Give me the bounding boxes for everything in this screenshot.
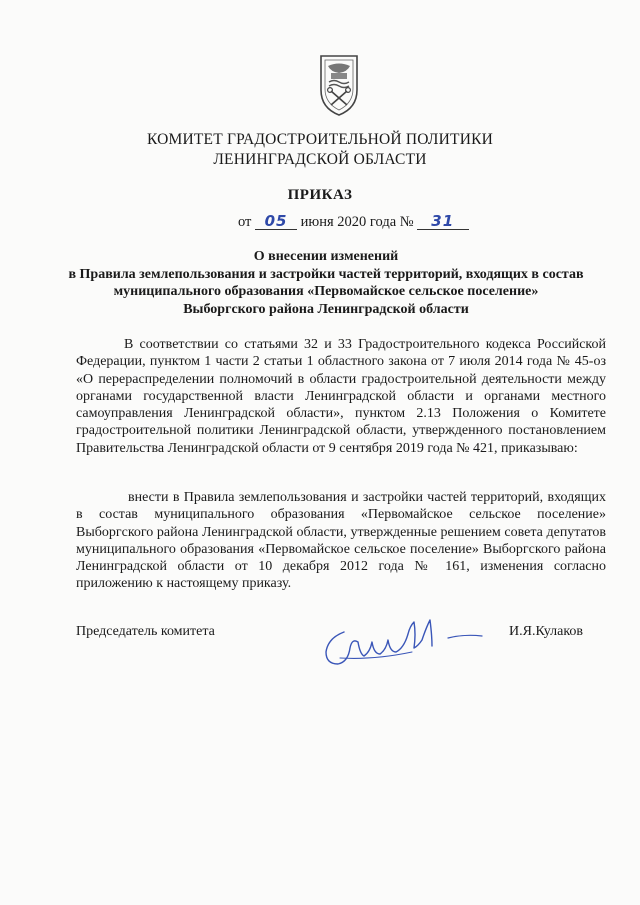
subject-line1: О внесении изменений — [253, 249, 399, 264]
order-number-field — [417, 214, 469, 230]
coat-of-arms-icon — [317, 52, 361, 118]
organization-name — [0, 130, 640, 170]
handwritten-signature-icon — [314, 612, 494, 672]
organization-name-line1: КОМИТЕТ ГРАДОСТРОИТЕЛЬНОЙ ПОЛИТИКИ — [146, 131, 494, 148]
subject-line4: Выборгского района Ленинградской области — [183, 301, 469, 317]
date-day-handwritten: 05 — [264, 212, 288, 230]
organization-name-line2: ЛЕНИНГРАДСКОЙ ОБЛАСТИ — [213, 151, 427, 168]
order-number-handwritten: 31 — [431, 212, 455, 230]
order-date-line — [238, 214, 469, 231]
date-day-field — [255, 214, 297, 230]
body-paragraph-1: В соответствии со статьями 32 и 33 Градостроительного кодекса Российской Федерации, пунктом 1 части 2 статьи 1 областного закона от 7 июля 2014 года № 45-оз «О перераспределении полномочий в области градостроительной деятельности между органами государственной власти Ленинградской области и органами местного самоуправления Ленинградской области», пунктом 2.13 Положения о Комитете градостроительной политики Ленинградской области, утвержденного постановлением Правительства Ленинградской области от 9 сентября 2019 года № 421, приказываю: — [76, 337, 606, 456]
document-type: ПРИКАЗ — [287, 187, 353, 203]
number-sign: № — [399, 214, 414, 230]
subject-line3: муниципального образования «Первомайское сельское поселение» — [113, 284, 539, 299]
order-subject — [60, 248, 592, 318]
body-paragraph-2: внести в Правила землепользования и застройки частей территорий, входящих в состав муниципального образования «Первомайское сельское поселение» Выборгского района Ленинградской области, утвержденные решением совета депутатов муниципального образования «Первомайское сельское поселение» Выборгского района Ленинградской области от 10 декабря 2012 года № 161, изменения согласно приложению к настоящему приказу. — [76, 490, 606, 592]
signatory-name: И.Я.Кулаков — [509, 624, 584, 639]
date-month-year: июня 2020 года — [300, 214, 397, 230]
signatory-title: Председатель комитета — [76, 624, 215, 639]
date-prefix: от — [238, 214, 252, 230]
subject-line2: в Правила землепользования и застройки частей территорий, входящих в состав — [68, 266, 584, 282]
